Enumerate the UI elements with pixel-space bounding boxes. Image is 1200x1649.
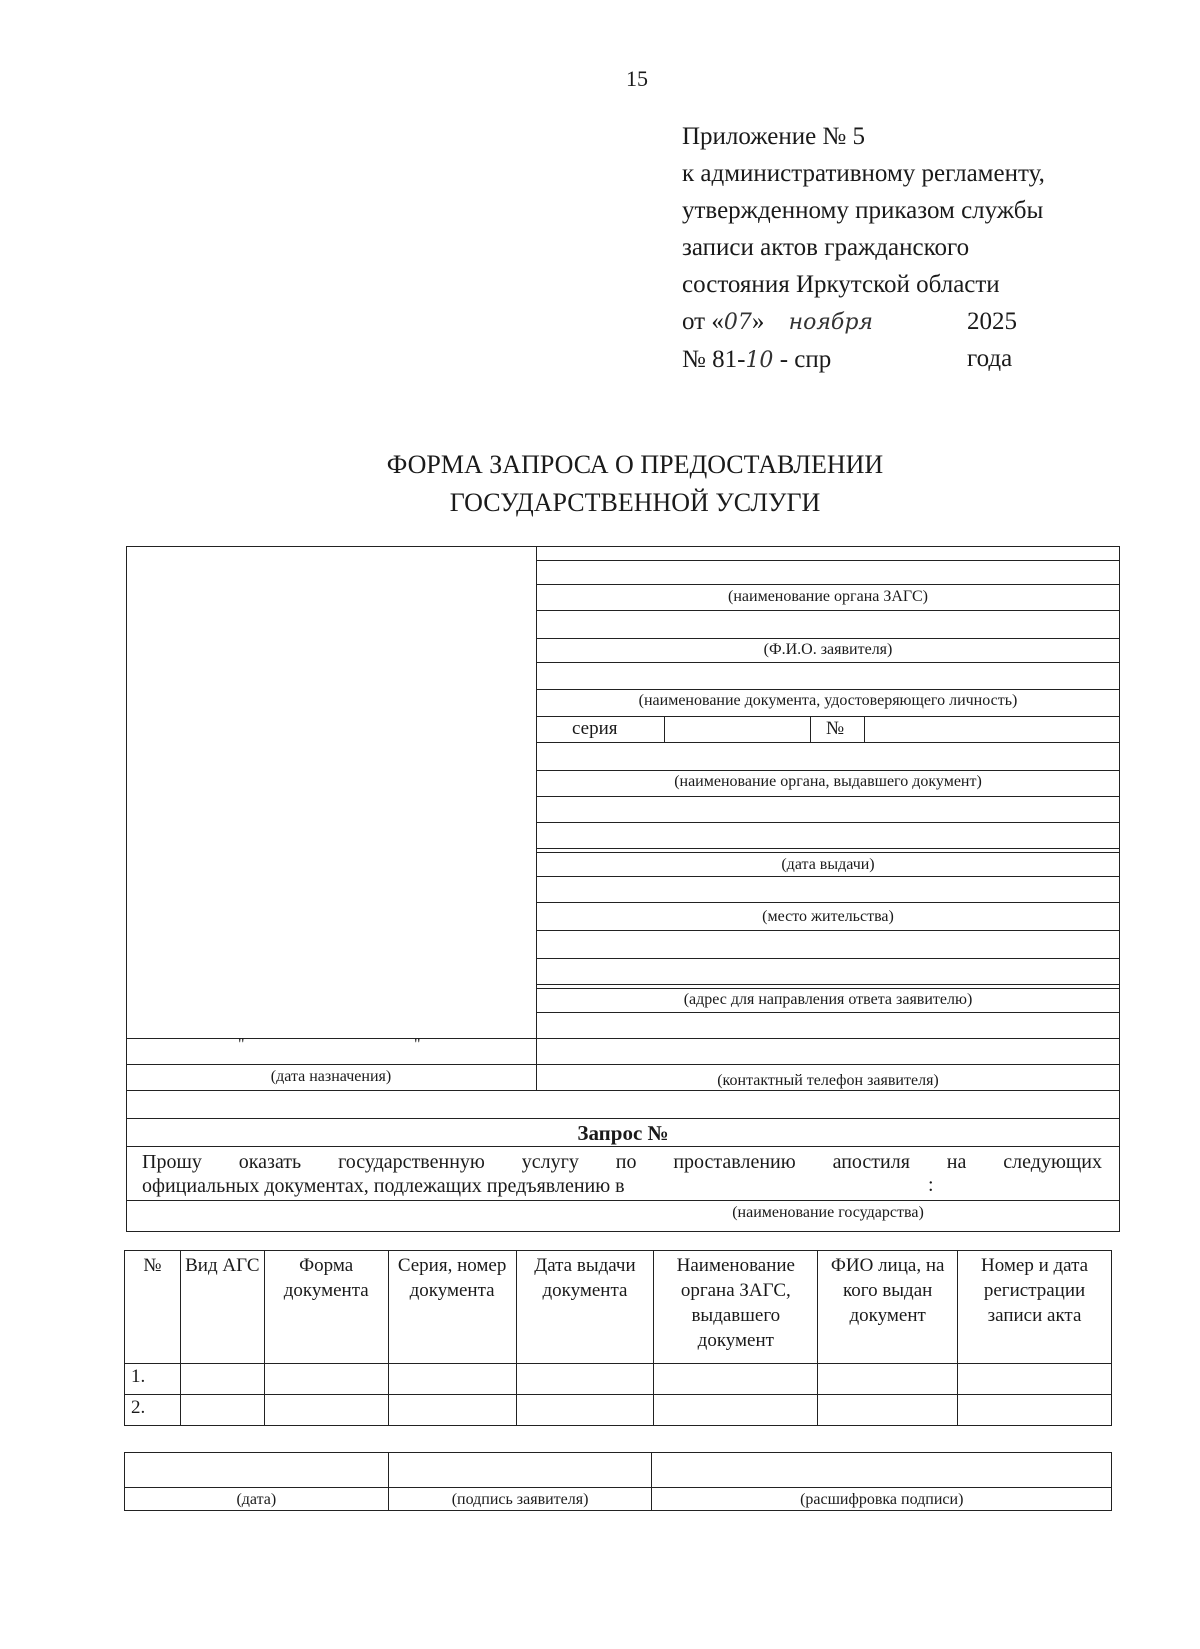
quote-open: " <box>238 1036 245 1053</box>
documents-table <box>124 1250 1112 1426</box>
table-row <box>125 1364 1112 1395</box>
table-cell[interactable] <box>388 1395 516 1426</box>
form-title-line-2: ГОСУДАРСТВЕННОЙ УСЛУГИ <box>449 488 821 517</box>
table-row <box>125 1395 1112 1426</box>
address-caption: (адрес для направления ответа заявителю) <box>683 991 973 1008</box>
table-cell[interactable] <box>958 1395 1112 1426</box>
decoding-caption: (расшифровка подписи) <box>652 1488 1112 1511</box>
table-cell[interactable] <box>180 1364 264 1395</box>
signature-field[interactable] <box>388 1453 652 1488</box>
annex-number-prefix: № 81- <box>682 346 746 373</box>
annex-number-hand: 10 <box>745 348 774 373</box>
field-issue-date-line[interactable] <box>536 852 1120 853</box>
signature-captions-row <box>125 1488 1112 1511</box>
table-cell[interactable] <box>264 1395 388 1426</box>
row-number: 2. <box>125 1395 181 1426</box>
annex-number-suffix: - спр <box>773 346 832 373</box>
signature-table <box>124 1452 1112 1511</box>
table-cell[interactable] <box>516 1364 654 1395</box>
header-person-name: ФИО лица, на кого выдан документ <box>818 1251 958 1364</box>
header-record-number: Номер и дата регистрации записи акта <box>958 1251 1112 1364</box>
annex-date-month: ноября <box>788 310 873 335</box>
form-title-line-1: ФОРМА ЗАПРОСА О ПРЕДОСТАВЛЕНИИ <box>386 450 884 479</box>
annex-date-year: 2025 года <box>967 308 1017 372</box>
phone-caption: (контактный телефон заявителя) <box>717 1072 939 1089</box>
form-title <box>0 446 1200 522</box>
row-number: 1. <box>125 1364 181 1395</box>
quote-close: " <box>414 1036 421 1053</box>
issuer-caption: (наименование органа, выдавшего документ) <box>674 773 982 790</box>
annex-line-5: состояния Иркутской области <box>682 271 1000 298</box>
annex-date-day: 07 <box>723 310 752 335</box>
request-text-line-1: Прошу оказать государственную услугу по проставлению апостиля на следующих <box>142 1151 1102 1173</box>
header-series-number: Серия, номер документа <box>388 1251 516 1364</box>
table-cell[interactable] <box>180 1395 264 1426</box>
date-field[interactable] <box>125 1453 389 1488</box>
field-fio-line[interactable] <box>536 638 1120 639</box>
field-series[interactable] <box>810 716 811 742</box>
header-issue-date: Дата выдачи документа <box>516 1251 654 1364</box>
table-cell[interactable] <box>958 1364 1112 1395</box>
annex-date-prefix: от « <box>682 308 724 335</box>
field-appointment-line[interactable] <box>126 1064 1120 1065</box>
field-issuer-line[interactable] <box>536 770 1120 771</box>
signature-fields-row <box>125 1453 1112 1488</box>
field-state-line[interactable] <box>126 1200 1120 1201</box>
request-text-line-2: официальных документах, подлежащих предъявлению в <box>142 1175 625 1197</box>
decoding-field[interactable] <box>652 1453 1112 1488</box>
table-cell[interactable] <box>818 1364 958 1395</box>
request-title: Запрос № <box>577 1121 669 1145</box>
field-id-doc-line[interactable] <box>536 689 1120 690</box>
field-number[interactable] <box>864 716 865 742</box>
state-caption: (наименование государства) <box>732 1204 924 1221</box>
annex-line-1: Приложение № 5 <box>682 123 866 150</box>
number-label: № <box>826 718 845 739</box>
signature-caption: (подпись заявителя) <box>388 1488 652 1511</box>
page-number: 15 <box>626 66 648 91</box>
header-number: № <box>125 1251 181 1364</box>
appointment-caption: (дата назначения) <box>270 1068 392 1085</box>
table-cell[interactable] <box>264 1364 388 1395</box>
header-doc-form: Форма документа <box>264 1251 388 1364</box>
issue-date-caption: (дата выдачи) <box>781 856 875 873</box>
annex-line-2: к административному регламенту, <box>682 160 1045 187</box>
table-cell[interactable] <box>654 1364 818 1395</box>
table-cell[interactable] <box>516 1395 654 1426</box>
table-cell[interactable] <box>388 1364 516 1395</box>
series-label: серия <box>572 718 618 739</box>
request-colon: : <box>928 1174 934 1196</box>
annex-line-3: утвержденному приказом службы <box>682 197 1044 224</box>
header-zags-name: Наименование органа ЗАГС, выдавшего документ <box>654 1251 818 1364</box>
field-residence-line[interactable] <box>536 902 1120 903</box>
fio-caption: (Ф.И.О. заявителя) <box>763 641 893 658</box>
field-address-line[interactable] <box>536 988 1120 989</box>
table-cell[interactable] <box>654 1395 818 1426</box>
residence-caption: (место жительства) <box>762 908 894 925</box>
id-doc-caption: (наименование документа, удостоверяющего личность) <box>638 692 1018 709</box>
annex-line-4: записи актов гражданского <box>682 234 970 261</box>
field-zags-line[interactable] <box>536 560 1120 561</box>
table-header-row <box>125 1251 1112 1364</box>
date-caption: (дата) <box>125 1488 389 1511</box>
annex-date-mid: » <box>751 308 765 335</box>
annex-block <box>682 118 1045 379</box>
table-cell[interactable] <box>818 1395 958 1426</box>
zags-caption: (наименование органа ЗАГС) <box>728 588 928 605</box>
header-ags-type: Вид АГС <box>180 1251 264 1364</box>
